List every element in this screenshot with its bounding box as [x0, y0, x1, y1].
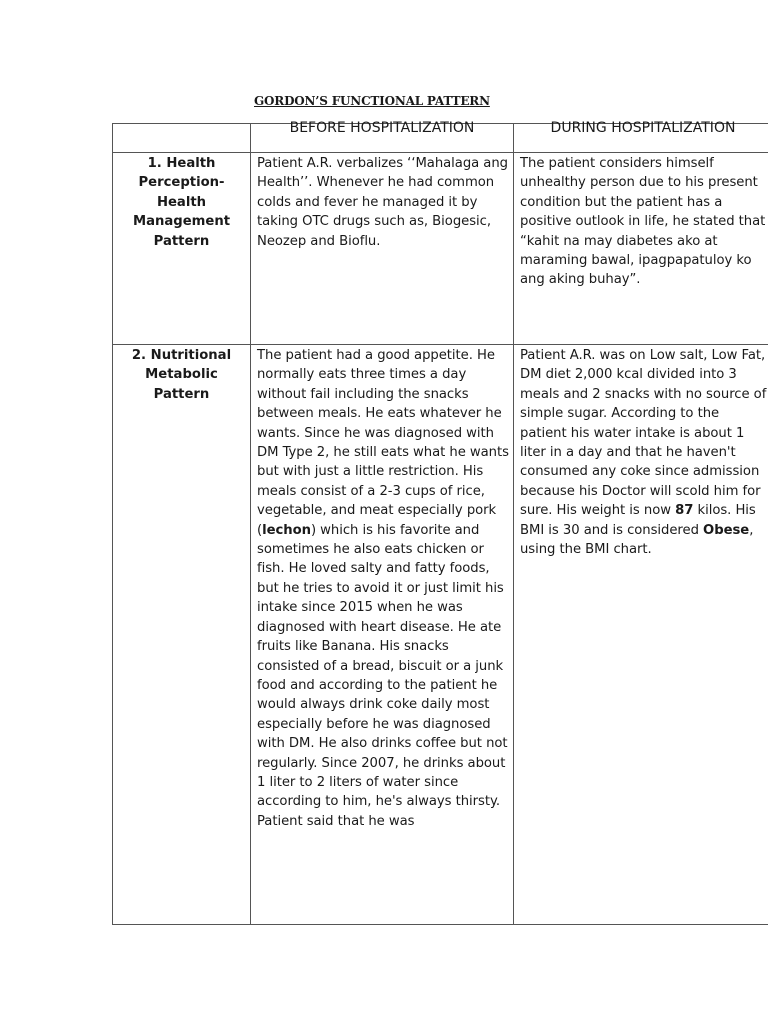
during-nutrition-text-3: , using the BMI chart. [520, 522, 754, 558]
table-header-row [113, 124, 768, 153]
header-before-cell [251, 120, 514, 153]
row-before-nutritional-metabolic [251, 345, 514, 925]
row-category-nutritional-metabolic: 2. Nutritional Metabolic Pattern [113, 345, 251, 925]
row-during-nutritional-metabolic [514, 345, 768, 925]
during-nutrition-text-1: Patient A.R. was on Low salt, Low Fat, DM diet 2,000 kcal divided into 3 meals and 2 snacks with no source of simple sugar. According to the patient his water intake is about 1 liter in a day and that he haven't consumed any coke since admission because his Doctor will scold him for sure. His weight is now [520, 348, 767, 519]
gordon-pattern-table [112, 120, 768, 925]
during-nutrition-text [520, 348, 766, 557]
header-during-label: DURING HOSPITALIZATION [550, 120, 736, 136]
table-row [113, 345, 768, 925]
row-category-health-perception: 1. Health Perception-Health Management Pattern [113, 153, 251, 345]
header-before-label: BEFORE HOSPITALIZATION [289, 120, 475, 136]
during-nutrition-text-2: kilos. His BMI is 30 and is considered [520, 503, 756, 538]
before-nutrition-text-2: ) which is his favorite and sometimes he also eats chicken or fish. He loved salty and fatty foods, but he tries to avoid it or just limit his intake since 2015 when he was diagnosed with heart disease. He ate fruits like Banana. His snacks consisted of a bread, biscuit or a junk food and according to the patient he would always drink coke daily most especially before he was diagnosed with DM. He also drinks coffee but not regularly. Since 2007, he drinks about 1 liter to 2 liters of water since according to him, he's always thirsty. Patient said that he was [257, 522, 508, 829]
before-nutrition-bold-lechon: lechon [262, 522, 311, 538]
row-before-health-perception: Patient A.R. verbalizes ‘‘Mahalaga ang Health’’. Whenever he had common colds and fever he managed it by taking OTC drugs such as, Biogesic, Neozep and Bioflu. [251, 153, 514, 345]
header-category-cell [113, 124, 251, 153]
during-nutrition-bold-weight: 87 [675, 503, 694, 519]
before-nutrition-text-1: The patient had a good appetite. He normally eats three times a day without fail including the snacks between meals. He eats whatever he wants. Since he was diagnosed with DM Type 2, he still eats what he wants but with just a little restriction. His meals consist of a 2-3 cups of rice, vegetable, and meat especially pork ( [257, 348, 509, 538]
row-during-health-perception: The patient considers himself unhealthy person due to his present condition but the patient has a positive outlook in life, he stated that “kahit na may diabetes ako at maraming bawal, ipagpapatuloy ko ang aking buhay”. [514, 153, 768, 345]
during-nutrition-bold-obese: Obese [703, 522, 750, 538]
table-row [113, 153, 768, 345]
header-during-cell [514, 120, 768, 153]
document-title: GORDON’S FUNCTIONAL PATTERN [254, 94, 490, 108]
before-nutrition-text [257, 348, 509, 829]
